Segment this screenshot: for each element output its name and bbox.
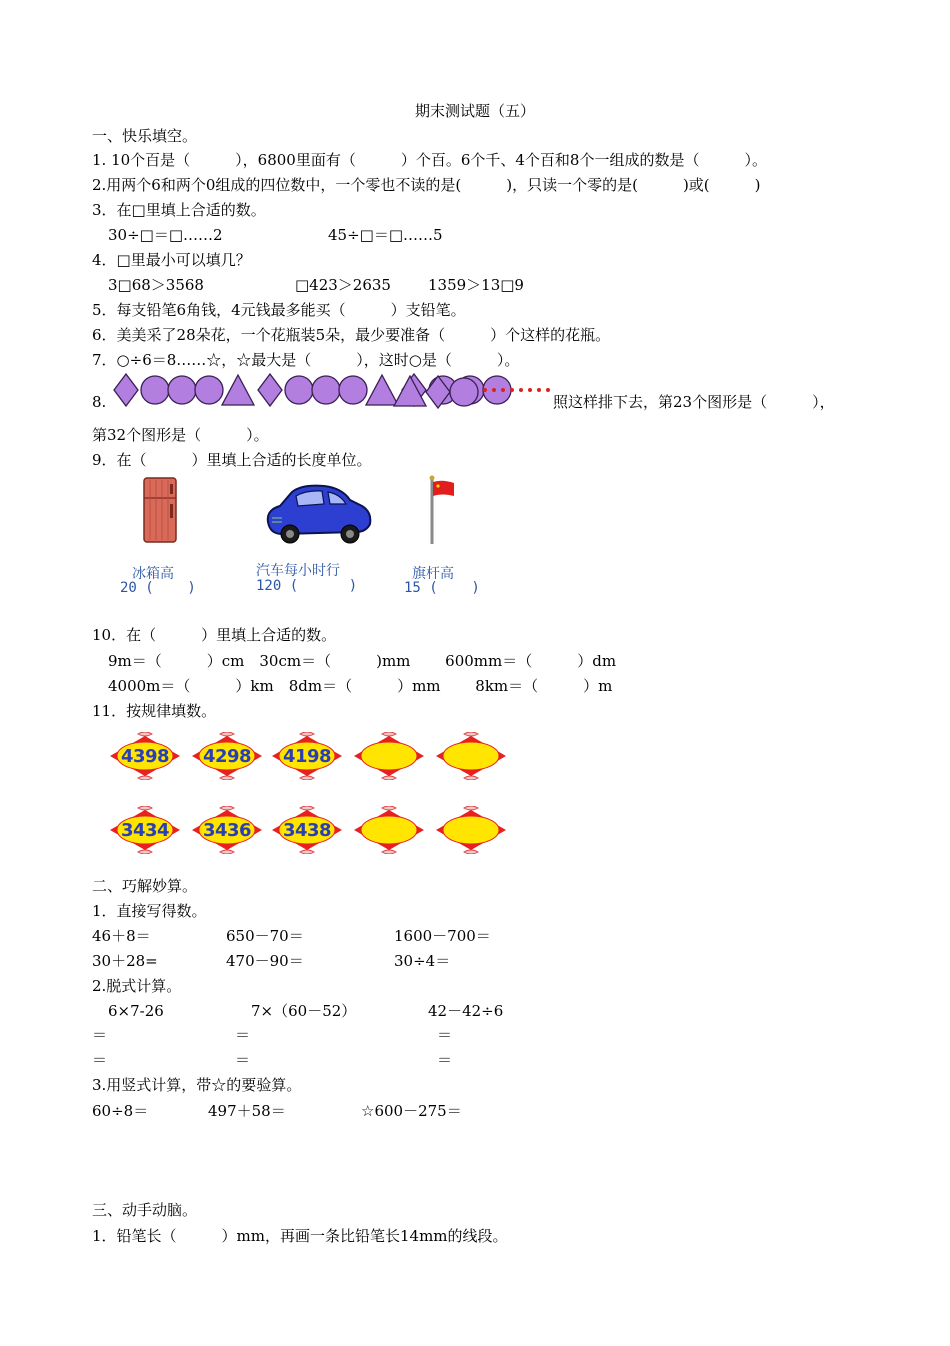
part3-question-1: 1．铅笔长（ ）mm，再画一条比铅笔长14mm的线段。 — [92, 1227, 508, 1245]
question-10: 10．在（ ）里填上合适的数。 — [92, 626, 337, 644]
section-heading-calculate: 二、巧解妙算。 — [92, 877, 198, 895]
question-5: 5．每支铅笔6角钱，4元钱最多能买（ ）支铅笔。 — [92, 301, 466, 319]
question-7: 7．○÷6＝8……☆，☆最大是（ ），这时○是（ ）。 — [92, 351, 520, 369]
vertical-calc: ☆600－275＝ — [361, 1102, 462, 1120]
equals-sign: ＝ — [235, 1026, 251, 1044]
question-6: 6．美美采了28朵花，一个花瓶装5朵，最少要准备（ ）个这样的花瓶。 — [92, 326, 611, 344]
equals-sign: ＝ — [437, 1026, 453, 1044]
question-8-continued: 第32个图形是（ ）。 — [92, 426, 269, 444]
circle-shape — [141, 376, 169, 404]
circle-shape — [339, 376, 367, 404]
lantern — [190, 806, 264, 854]
fridge-blank: 20 ( ) — [120, 580, 196, 596]
question-8-number: 8. — [92, 393, 107, 411]
diamond-shape-extra — [425, 374, 451, 410]
circle-shape — [195, 376, 223, 404]
car-blank: 120 ( ) — [256, 578, 358, 594]
part2-question-1: 1．直接写得数。 — [92, 902, 207, 920]
oral-calc: 46＋8＝ — [92, 927, 151, 945]
lantern-number: 3434 — [120, 820, 170, 841]
question-3: 3．在□里填上合适的数。 — [92, 201, 266, 219]
lantern — [352, 806, 426, 854]
diamond-shape — [114, 374, 138, 406]
part2-question-2: 2.脱式计算。 — [92, 977, 182, 995]
vertical-calc: 497＋58＝ — [208, 1102, 286, 1120]
fridge-label: 冰箱高 — [132, 566, 174, 582]
question-1: 1. 10个百是（ ），6800里面有（ ）个百。6个千、4个百和8个一组成的数是（ ）。 — [92, 151, 767, 169]
question-9: 9．在（ ）里填上合适的长度单位。 — [92, 451, 372, 469]
question-8-text: 照这样排下去，第23个图形是（ ）， — [553, 393, 835, 411]
oral-calc: 30÷4＝ — [394, 952, 451, 970]
lantern — [270, 732, 344, 780]
lantern — [270, 806, 344, 854]
equals-sign: ＝ — [235, 1051, 251, 1069]
oral-calc: 30＋28= — [92, 952, 158, 970]
flag-blank: 15 ( ) — [404, 580, 480, 596]
lantern — [108, 732, 182, 780]
lantern — [352, 732, 426, 780]
section-heading-fill-blanks: 一、快乐填空。 — [92, 127, 198, 145]
circle-shape — [285, 376, 313, 404]
car-image — [262, 482, 374, 548]
part2-question-3: 3.用竖式计算，带☆的要验算。 — [92, 1076, 302, 1094]
lantern-number: 4298 — [202, 746, 252, 767]
circle-shape — [168, 376, 196, 404]
step-calc-expression: 7×（60－52） — [251, 1002, 357, 1020]
triangle-shape — [222, 375, 254, 405]
lantern — [434, 732, 508, 780]
refrigerator-image — [140, 476, 180, 546]
question-4b: □423＞2635 — [295, 276, 391, 294]
question-10-row-1: 9m＝（ ）cm 30cm＝（ )mm 600mm＝（ ）dm — [108, 652, 617, 670]
equals-sign: ＝ — [437, 1051, 453, 1069]
oral-calc: 470－90＝ — [226, 952, 304, 970]
ellipsis-dots — [482, 386, 552, 394]
lantern-number: 3438 — [282, 820, 332, 841]
lantern — [190, 732, 264, 780]
question-2: 2.用两个6和两个0组成的四位数中，一个零也不读的是( )，只读一个零的是( )或( ) — [92, 176, 761, 194]
question-11: 11．按规律填数。 — [92, 702, 217, 720]
question-4: 4．□里最小可以填几？ — [92, 251, 251, 269]
lantern — [434, 806, 508, 854]
question-4a: 3□68＞3568 — [108, 276, 204, 294]
section-heading-hands-on: 三、动手动脑。 — [92, 1201, 198, 1219]
equals-sign: ＝ — [92, 1051, 108, 1069]
oral-calc: 650－70＝ — [226, 927, 304, 945]
lantern-number: 3436 — [202, 820, 252, 841]
lantern — [108, 806, 182, 854]
question-3a: 30÷□＝□……2 — [108, 226, 223, 244]
lantern-number: 4198 — [282, 746, 332, 767]
diamond-shape — [258, 374, 282, 406]
lantern-number: 4398 — [120, 746, 170, 767]
flagpole-image — [424, 474, 460, 546]
step-calc-expression: 42－42÷6 — [428, 1002, 504, 1020]
question-4c: 1359＞13□9 — [428, 276, 524, 294]
page-title: 期末测试题（五） — [414, 102, 535, 120]
step-calc-expression: 6×7-26 — [108, 1002, 164, 1020]
oral-calc: 1600－700＝ — [394, 927, 491, 945]
circle-shape-extra — [449, 374, 479, 410]
triangle-shape-extra — [393, 375, 427, 407]
question-10-row-2: 4000m＝（ ）km 8dm＝（ ）mm 8km＝（ ）m — [108, 677, 613, 695]
flag-label: 旗杆高 — [412, 566, 454, 582]
equals-sign: ＝ — [92, 1026, 108, 1044]
circle-shape — [312, 376, 340, 404]
question-3b: 45÷□＝□……5 — [328, 226, 443, 244]
vertical-calc: 60÷8＝ — [92, 1102, 149, 1120]
car-label: 汽车每小时行 — [256, 563, 340, 579]
